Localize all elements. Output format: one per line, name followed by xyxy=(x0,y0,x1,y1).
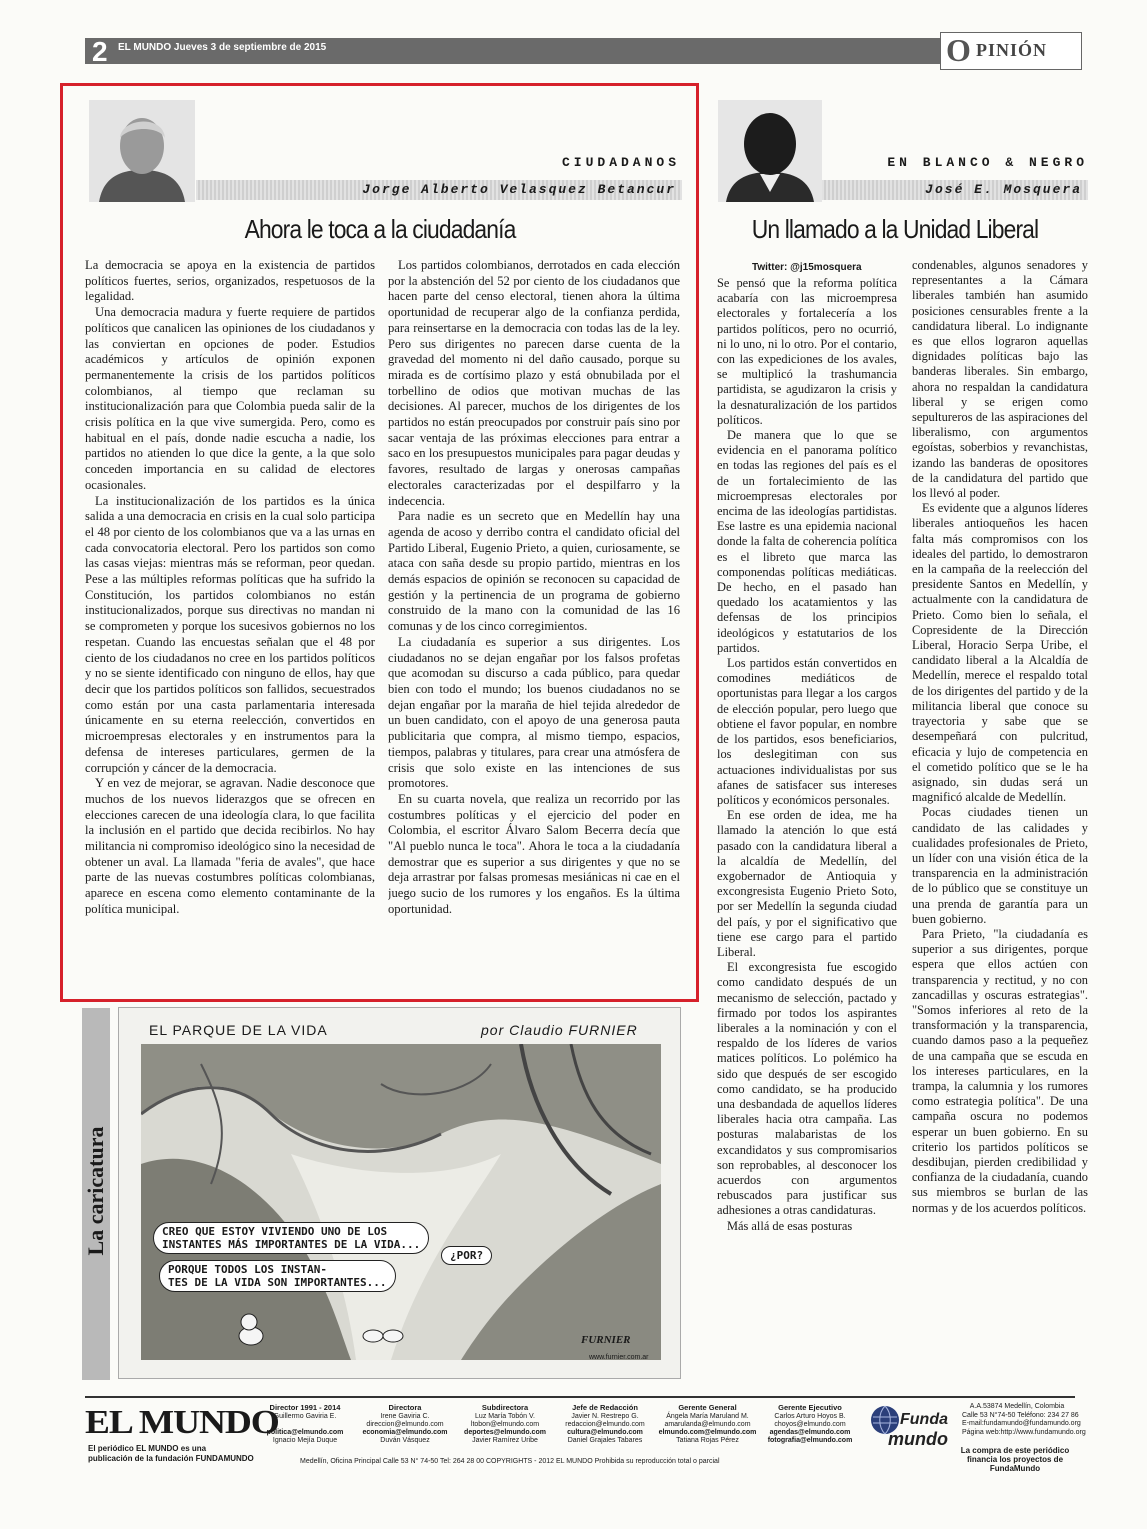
staff-role: Gerente Ejecutivo xyxy=(778,1403,842,1412)
dateline: EL MUNDO Jueves 3 de septiembre de 2015 xyxy=(118,42,327,53)
paragraph: En su cuarta novela, que realiza un recorrido por las costumbres políticas y el ejercicio del poder en Colombia, el escritor Álvaro Salom Becerra decía que "Al pueblo nunca le toca". Ahora le toca a la ciudadanía demostrar que es superior a sus dirigentes y que no se deja arrastrar por falsas promesas mesiánicas ni cae en el juego sucio de los rumores y los engaños. Es la última oportunidad. xyxy=(388,791,680,916)
staff-role: Jefe de Redacción xyxy=(572,1403,638,1412)
fund-note: La compra de este periódico financia los proyectos de FundaMundo xyxy=(960,1446,1070,1473)
staff-extra: Ignacio Mejía Duque xyxy=(272,1437,338,1444)
staff-email: politica@elmundo.com xyxy=(266,1429,344,1436)
column-section-left: CIUDADANOS xyxy=(561,155,680,170)
speech-bubble-question: ¿POR? xyxy=(441,1246,492,1265)
paragraph: Pocas ciudades tienen un candidato de las calidades y cualidades profesionales de Prieto, un líder con una visión ética de la transparencia en la administración de lo público que se constituye un una prenda de garantía para un buen gobierno. xyxy=(912,805,1088,926)
cartoon xyxy=(118,1007,681,1379)
staff-email: elmundo.com@elmundo.com xyxy=(658,1429,757,1436)
portrait-icon xyxy=(718,100,822,202)
author-name-left: Jorge Alberto Velasquez Betancur xyxy=(362,182,676,197)
staff-entry xyxy=(455,1404,555,1445)
staff-email: redaccion@elmundo.com xyxy=(565,1421,645,1428)
cartoon-signature: FURNIER xyxy=(581,1334,631,1346)
staff-name: Javier N. Restrepo G. xyxy=(571,1413,639,1420)
page-number: 2 xyxy=(92,36,108,67)
article-left-col1 xyxy=(85,258,375,988)
column-section-right: EN BLANCO & NEGRO xyxy=(887,155,1088,170)
staff-list xyxy=(255,1404,865,1456)
address-line: E-mail:fundamundo@fundamundo.org xyxy=(962,1420,1081,1427)
address-line: Calle 53 N°74-50 Teléfono: 234 27 86 xyxy=(962,1411,1079,1419)
cartoon-byline: por Claudio FURNIER xyxy=(481,1022,638,1038)
speech-bubble-1 xyxy=(153,1222,429,1254)
paragraph: El excongresista fue escogido como candidato después de un mecanismo de selección, pactado y firmado por todos los aspirantes liberales a la nominación y con el respaldo de los líderes de varios matices políticos. Lo polémico ha sido que después de ser escogido como candidato, se ha producido una desbandada de aquellos líderes liberales hacia otra campaña. Las posturas malabaristas de los excandidatos y sus compromisarios son reprobables, al desconocer los acuerdos con argumentos rebuscados para justificar sus adhesiones a otras candidaturas. xyxy=(717,960,897,1218)
paragraph: Y en vez de mejorar, se agravan. Nadie desconoce que muchos de los nuevos liderazgos que se ofrecen en elecciones carecen de una ideología clara, lo que facilita la inclusión en el partido que decida recibirlos. No hay militancia ni compromiso ideológico sino la necesidad de obtener un aval. La llamada "feria de avales", que hace parte de las nuevas costumbres políticas colombianas, aparece en escena como elemento contaminante de la política municipal. xyxy=(85,776,375,916)
staff-extra: Daniel Grajales Tabares xyxy=(567,1437,643,1444)
paragraph: La ciudadanía es superior a sus dirigentes. Los ciudadanos no se dejan engañar por los falsos profetas que acomodan su discurso a cada público, para quedar bien con todo el mundo; los buenos ciudadanos no se dejan engañar por la maraña de hiel tejida alrededor de un buen candidato, con el apoyo de una generosa pauta publicitaria que compra, al mismo tiempo, espacios, tiempos, palabras y titulares, para crear una atmósfera de crisis que solo existe en las intenciones de sus promotores. xyxy=(388,634,680,791)
author-photo-left xyxy=(89,100,195,202)
staff-entry xyxy=(255,1404,355,1445)
cartoon-label-text: La caricatura xyxy=(83,1126,108,1256)
staff-role: Gerente General xyxy=(678,1403,737,1412)
bubble-text: PORQUE TODOS LOS INSTAN- xyxy=(168,1263,327,1276)
staff-entry xyxy=(760,1404,860,1445)
address-line: Página web:http://www.fundamundo.org xyxy=(962,1428,1086,1436)
footer-rule xyxy=(85,1396,1075,1398)
cartoon-url: www.furnier.com.ar xyxy=(589,1354,649,1361)
staff-role: Subdirectora xyxy=(481,1403,529,1412)
logo-subtitle xyxy=(88,1444,254,1464)
staff-email: deportes@elmundo.com xyxy=(464,1429,546,1436)
paragraph: Para Prieto, "la ciudadanía es superior a sus dirigentes, porque espera que ellos actúen con transparencia y rectitud, y no con zancadillas y oscuras estrategias". "Somos inferiores al reto de la transformación y la transparencia, cuando damos paso a la pequeñez de una campaña que se escuda en los intereses particulares, en la trampa, la calumnia y los rumores como estrategia política". De una campaña oscura no podemos esperar un buen gobierno. En su criterio los partidos políticos se desdibujan, pierden credibilidad y confianza de la ciudadanía, cuando sus miembros se burlan de las normas y de los acuerdos políticos. xyxy=(912,926,1088,1215)
cartoon-side-label xyxy=(82,1008,110,1380)
bubble-text: INSTANTES MÁS IMPORTANTES DE LA VIDA... xyxy=(162,1238,421,1251)
bubble-text: TES DE LA VIDA SON IMPORTANTES... xyxy=(168,1276,387,1289)
headline-left: Ahora le toca a la ciudadanía xyxy=(244,214,516,244)
portrait-icon xyxy=(89,100,195,202)
staff-entry xyxy=(355,1404,455,1445)
staff-name: Ángela María Maruland M. xyxy=(666,1413,749,1420)
speech-bubble-2 xyxy=(159,1260,396,1292)
address-block xyxy=(962,1403,1086,1437)
article-left-col2 xyxy=(388,258,680,988)
staff-email: amarulanda@elmundo.com xyxy=(664,1421,751,1428)
logo-subtitle-line: El periódico EL MUNDO es una xyxy=(88,1444,207,1453)
fund-logo-text: mundo xyxy=(888,1429,948,1449)
paragraph: La democracia se apoya en la existencia de partidos políticos fuertes, serios, organizados, respetuosos de la legalidad. xyxy=(85,258,375,304)
staff-extra: Duván Vásquez xyxy=(380,1437,430,1444)
paragraph: Se pensó que la reforma política acabaría con las microempresa electorales y fortalecería a los partidos políticos, pero no ocurrió, ni lo uno, ni lo otro. Por el contario, con las expediciones de los avales, se multiplicó la trashumancia partidista, se agudizaron la crisis y la desnaturalización de los partidos políticos. xyxy=(717,276,897,427)
logo-subtitle-line: publicación de la fundación FUNDAMUNDO xyxy=(88,1454,254,1463)
paragraph: Una democracia madura y fuerte requiere de partidos políticos que canalicen las opiniones de los ciudadanos y las conviertan en opciones de poder. Estudios académicos y artículos de opinión exponen permanentemente la crisis de los partidos políticos colombianos, al tiempo que reclaman su institucionalización para que Colombia pueda salir de la crisis política en la que vive sumergida. Pero, como es habitual en el país, donde nadie escucha a nadie, los partidos no atienden lo que dice la gente, a la que solo conceden importancia en su calidad de electores ocasionales. xyxy=(85,305,375,492)
staff-email: fotografia@elmundo.com xyxy=(767,1437,853,1444)
headline-right: Un llamado a la Unidad Liberal xyxy=(751,214,1039,244)
cartoon-drawing xyxy=(141,1044,661,1360)
paragraph: La institucionalización de los partidos es la única salida a una democracia en crisis en la cual solo participa el 48 por ciento de los colombianos que va a las urnas en cada convocatoria electoral. Pero los partidos son como las casas viejas: mientras más se reforman, peor quedan. Pese a las múltiples reformas políticas que ha sufrido la Constitución, los partidos colombianos no están institucionalizados, porque sus directivas no mandan ni se comprometen y porque los sucesivos gobiernos no los respetan. Cuando las encuestas señalan que el 48 por ciento de los ciudadanos no cree en los partidos políticos y no se siente identificado con ninguno de ellos, hay que decir que los partidos políticos son fallidos, secuestrados como están por una casta parlamentaria interesada únicamente en su eterna reelección, convertidos en microempresas electorales y en instrumentos para la defensa de intereses particulares, germen de la corrupción y cáncer de la democracia. xyxy=(85,493,375,775)
staff-role: Director 1991 - 2014 xyxy=(269,1403,341,1412)
staff-entry xyxy=(555,1404,655,1445)
cartoon-title: EL PARQUE DE LA VIDA xyxy=(149,1022,328,1038)
staff-email: cultura@elmundo.com xyxy=(567,1429,643,1436)
paragraph: Los partidos colombianos, derrotados en cada elección por la abstención del 52 por ciento de los ciudadanos que hacen parte del censo electoral, tienen ahora la última oportunidad de recuperar algo de la confianza perdida, para reinsertarse en la democracia con todas las de la ley. Pero sus dirigentes no parecen darse cuenta de la gravedad del momento ni del daño causado, porque su mirada es de cortísimo plazo y está obnubilada por el torbellino de odios que motivan muchas de las decisiones. Al parecer, muchos de los dirigentes de los partidos no están preocupados por construir país sino por sacar ventaja de las próximas elecciones para entrar a saco en los presupuestos municipales para pagar deudas y favores, resultado de largas y onerosas campañas electorales caracterizadas por el despilfarro y la indecencia. xyxy=(388,258,680,508)
staff-name: Guillermo Gaviria E. xyxy=(273,1413,337,1420)
staff-email: direccion@elmundo.com xyxy=(366,1421,444,1428)
staff-email: choyos@elmundo.com xyxy=(774,1421,846,1428)
fund-logo-text: Funda xyxy=(900,1411,948,1428)
paragraph: Para nadie es un secreto que en Medellín hay una agenda de acoso y derribo contra el candidato oficial del Partido Liberal, Eugenio Prieto, a quien, curiosamente, se ataca con saña desde su propio partido, mientras en los demás espacios de opinión se reconocen su capacidad de gestión y la pertinencia de un programa de gobierno construido de la mano con la comunidad de las 16 comunas y de los cinco corregimientos. xyxy=(388,509,680,634)
paragraph: De manera que lo que se evidencia en el panorama político en todas las regiones del país es el de un fortalecimiento de las microempresas electorales por encima de las ideologías partidistas. Ese lastre es una epidemia nacional donde la falta de coherencia política es el libreto que marca las componendas políticas mediáticas. De hecho, en el pasado han quedado los acatamientos y las defensas de los principios ideológicos y estatutarios de los partidos. xyxy=(717,428,897,655)
paragraph: En ese orden de idea, me ha llamado la atención lo que está pasado con la candidatura liberal a la alcaldía de Medellín, del exgobernador de Antioquia y excongresista Eugenio Prieto Soto, por ser Medellín la segunda ciudad del país, y por el significativo que tiene ese cargo para el partido Liberal. xyxy=(717,808,897,959)
staff-extra: Tatiana Rojas Pérez xyxy=(676,1437,739,1444)
author-photo-right xyxy=(718,100,822,202)
staff-name: Carlos Arturo Hoyos B. xyxy=(774,1413,846,1420)
author-name-right: José E. Mosquera xyxy=(925,182,1082,197)
staff-extra: Javier Ramírez Uribe xyxy=(472,1437,538,1444)
staff-role: Directora xyxy=(388,1403,422,1412)
article-right-col2 xyxy=(912,258,1088,1380)
footer-legal: Medellín, Oficina Principal Calle 53 N° 74-50 Tel: 264 28 00 COPYRIGHTS - 2012 EL MUNDO Prohibida su reproducción total o parcial xyxy=(300,1458,720,1465)
staff-email: agendas@elmundo.com xyxy=(769,1429,851,1436)
paragraph: Es evidente que a algunos líderes liberales antioqueños les hacen falta más compromisos con los ideales del partido, lo demostraron en la campaña de la reelección del presidente Santos en Medellín, y actualmente con la candidatura de Prieto. Como bien lo señala, el Copresidente de la Dirección Liberal, Horacio Serpa Uribe, el candidato liberal a la Alcaldía de Medellín, merece el respaldo total de los dirigentes del partido y de la militancia liberal que conoce su trayectoria y sabe que se desempeñará con pulcritud, eficacia y lujo de competencia en el cometido político que se le ha asignado, sin dudas será un magnificó alcalde de Medellín. xyxy=(912,501,1088,805)
paragraph: Más allá de esas posturas xyxy=(727,1218,853,1233)
staff-entry xyxy=(655,1404,760,1445)
address-line: A.A.53874 Medellín, Colombia xyxy=(969,1403,1065,1410)
bubble-text: CREO QUE ESTOY VIVIENDO UNO DE LOS xyxy=(162,1225,388,1238)
staff-name: Irene Gaviria C. xyxy=(380,1413,430,1420)
section-name: PINIÓN xyxy=(976,40,1048,60)
newspaper-logo: EL MUNDO xyxy=(85,1404,279,1441)
staff-email: ltobon@elmundo.com xyxy=(470,1421,540,1428)
article-right-col1 xyxy=(717,276,897,1380)
paragraph: condenables, algunos senadores y representantes a la Cámara liberales también han asumido posiciones censurables frente a la candidatura liberal. Lo indignante es que ellos lograron aquellas dignidades políticas bajo las banderas liberales. Sin embargo, ahora no respaldan la candidatura liberal y se erigen como sepultureros de las aspiraciones del liberalismo, con argumentos egoístas, soberbios y revanchistas, izando las banderas de opositores de la candidatura del partido que los llevó al poder. xyxy=(912,258,1088,501)
paragraph: Los partidos están convertidos en comodines mediáticos de oportunistas para llegar a los cargos de elección popular, pero luego que obtiene el favor popular, en nombre de los partidos, esos beneficiarios, los deslegitiman con sus actuaciones individualistas por sus afanes de satisfacer sus intereses políticos y económicos personales. xyxy=(717,656,897,807)
staff-name: Luz María Tobón V. xyxy=(475,1413,535,1420)
section-initial: O xyxy=(946,32,971,68)
twitter-handle: Twitter: @j15mosquera xyxy=(752,262,862,273)
staff-email: economia@elmundo.com xyxy=(362,1429,448,1436)
